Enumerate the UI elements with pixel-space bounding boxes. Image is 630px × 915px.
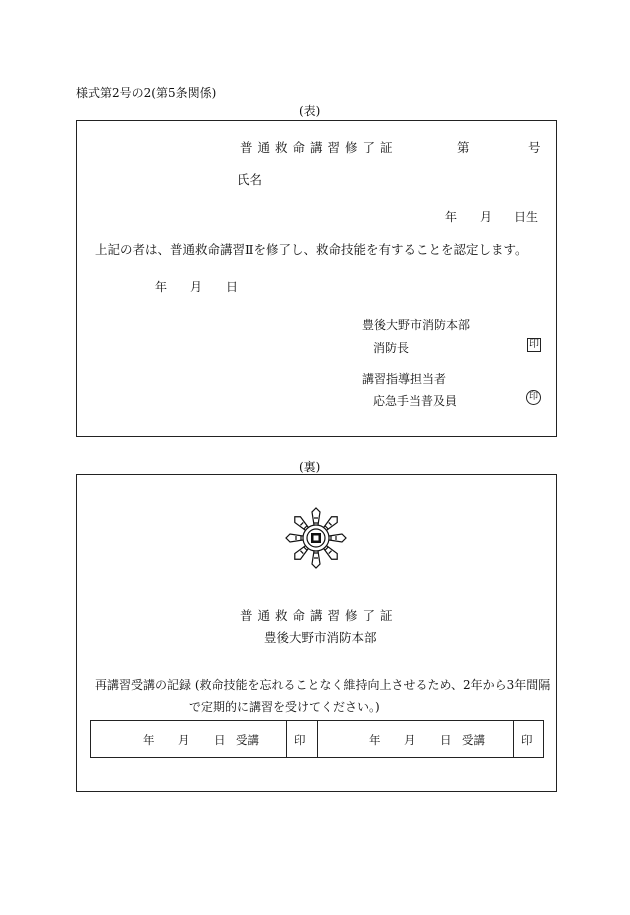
certification-statement: 上記の者は、普通救命講習Ⅱを修了し、救命技能を有することを認定します。 [95, 242, 528, 257]
instructor-label: 講習指導担当者 [362, 372, 447, 386]
number-suffix: 号 [528, 140, 541, 155]
name-label: 氏名 [237, 172, 263, 187]
instructor-title: 応急手当普及員 [373, 394, 458, 408]
back-organization: 豊後大野市消防本部 [264, 630, 377, 645]
record-left-label: 受講 [236, 733, 259, 747]
certificate-front [76, 120, 557, 437]
record-right-label: 受講 [462, 733, 485, 747]
birth-year: 年 [445, 210, 458, 224]
birth-day: 日生 [514, 210, 539, 224]
square-seal-icon: 印 [529, 339, 539, 350]
back-title: 普通救命講習修了証 [240, 608, 398, 623]
record-note-line2: で定期的に講習を受けてください。) [189, 700, 380, 714]
back-caption: (裏) [299, 460, 321, 474]
record-right-year: 年 [369, 733, 381, 747]
record-left-day: 日 [214, 733, 226, 747]
record-left-month: 月 [178, 733, 190, 747]
issue-year: 年 [155, 280, 168, 294]
fire-department-emblem-icon [284, 506, 348, 570]
record-note-line1: 再講習受講の記録 (救命技能を忘れることなく維持向上させるため、2年から3年間隔 [95, 678, 551, 692]
record-right-month: 月 [404, 733, 416, 747]
issuing-organization: 豊後大野市消防本部 [362, 318, 471, 332]
record-right-seal: 印 [521, 733, 533, 747]
birth-month: 月 [480, 210, 493, 224]
chief-title: 消防長 [373, 341, 410, 355]
issue-day: 日 [226, 280, 239, 294]
certificate-title: 普通救命講習修了証 [240, 140, 398, 155]
round-seal-icon: 印 [526, 390, 541, 405]
number-prefix: 第 [457, 140, 470, 155]
form-number: 様式第2号の2(第5条関係) [76, 86, 217, 100]
record-right-day: 日 [440, 733, 452, 747]
issue-month: 月 [190, 280, 203, 294]
record-left-seal: 印 [294, 733, 306, 747]
record-left-year: 年 [143, 733, 155, 747]
front-caption: (表) [299, 104, 321, 118]
retraining-record-table [90, 720, 544, 758]
